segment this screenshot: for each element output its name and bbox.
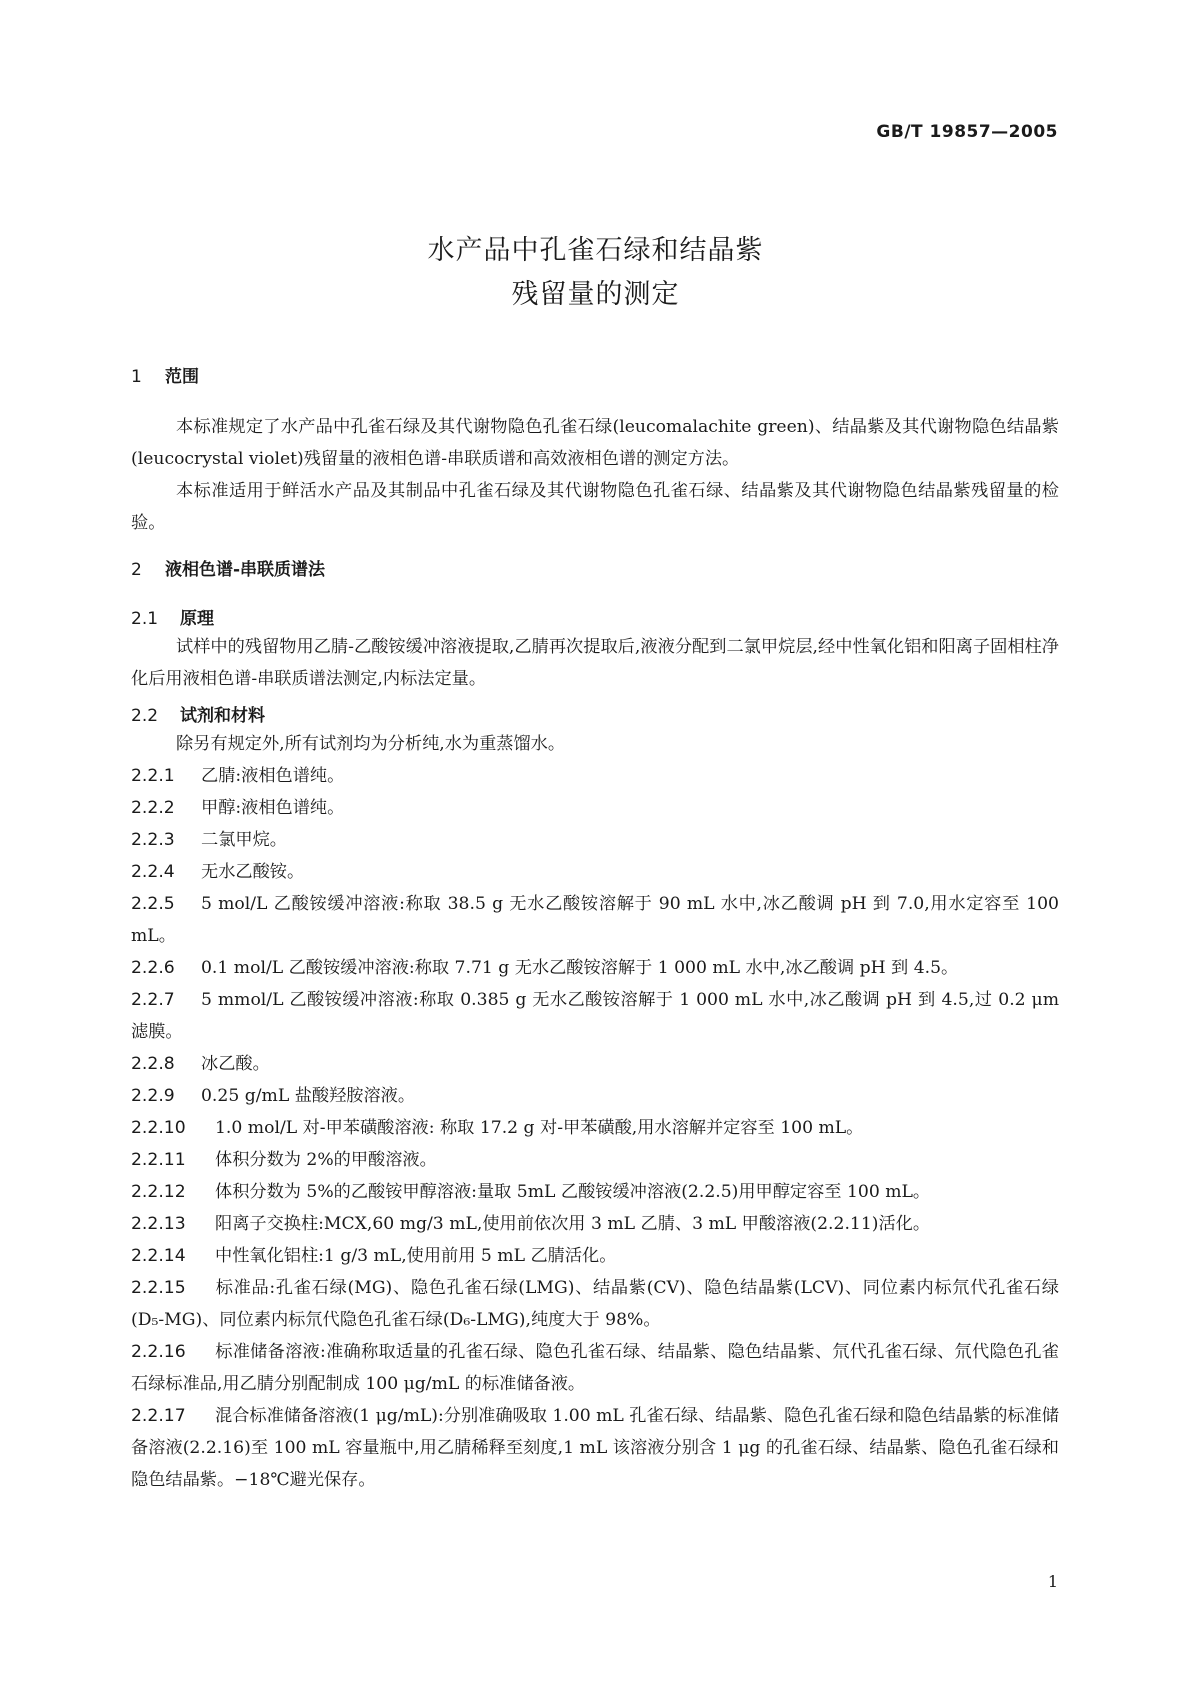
list-item xyxy=(131,760,1059,792)
section-number: 2.1 xyxy=(131,609,159,629)
section-title: 液相色谱-串联质谱法 xyxy=(165,560,326,580)
item-text: 5 mol/L 乙酸铵缓冲溶液:称取 38.5 g 无水乙酸铵溶解于 90 mL 水中,冰乙酸调 pH 到 7.0,用水定容至 100 mL。 xyxy=(131,894,1059,946)
list-item xyxy=(131,1400,1059,1496)
item-number: 2.2.6 xyxy=(131,958,175,978)
item-text: 标准储备溶液:准确称取适量的孔雀石绿、隐色孔雀石绿、结晶紫、隐色结晶紫、氘代孔雀石绿、氘代隐色孔雀石绿标准品,用乙腈分别配制成 100 μg/mL 的标准储备液。 xyxy=(131,1342,1059,1394)
list-item xyxy=(131,1112,1059,1144)
list-item xyxy=(131,1272,1059,1336)
page-number: 1 xyxy=(1047,1572,1058,1591)
section-2-1-heading xyxy=(131,604,1059,629)
list-item xyxy=(131,1048,1059,1080)
section-1-heading xyxy=(131,362,1059,387)
paragraph: 试样中的残留物用乙腈-乙酸铵缓冲溶液提取,乙腈再次提取后,液液分配到二氯甲烷层,经中性氧化铝和阳离子固相柱净化后用液相色谱-串联质谱法测定,内标法定量。 xyxy=(131,637,1059,689)
section-title: 范围 xyxy=(165,367,199,387)
item-text: 0.25 g/mL 盐酸羟胺溶液。 xyxy=(201,1086,416,1106)
item-text: 甲醇:液相色谱纯。 xyxy=(201,798,345,818)
document-title-line1: 水产品中孔雀石绿和结晶紫 xyxy=(427,235,764,266)
item-number: 2.2.4 xyxy=(131,862,175,882)
section-number: 2.2 xyxy=(131,706,159,726)
list-item xyxy=(131,856,1059,888)
list-item xyxy=(131,824,1059,856)
item-number: 2.2.9 xyxy=(131,1086,175,1106)
section-number: 2 xyxy=(131,560,142,580)
item-text: 体积分数为 2%的甲酸溶液。 xyxy=(215,1150,437,1170)
list-item xyxy=(131,1080,1059,1112)
item-number: 2.2.5 xyxy=(131,894,175,914)
item-number: 2.2.8 xyxy=(131,1054,175,1074)
item-text: 中性氧化铝柱:1 g/3 mL,使用前用 5 mL 乙腈活化。 xyxy=(215,1246,617,1266)
list-item xyxy=(131,792,1059,824)
item-number: 2.2.10 xyxy=(131,1118,186,1138)
item-number: 2.2.17 xyxy=(131,1406,186,1426)
section-2-2-heading xyxy=(131,701,1059,726)
item-number: 2.2.15 xyxy=(131,1278,186,1298)
list-item xyxy=(131,952,1059,984)
document-title-line2: 残留量的测定 xyxy=(511,279,680,310)
item-number: 2.2.12 xyxy=(131,1182,186,1202)
list-item xyxy=(131,1176,1059,1208)
item-number: 2.2.2 xyxy=(131,798,175,818)
item-number: 2.2.3 xyxy=(131,830,175,850)
item-text: 0.1 mol/L 乙酸铵缓冲溶液:称取 7.71 g 无水乙酸铵溶解于 1 000 mL 水中,冰乙酸调 pH 到 4.5。 xyxy=(201,958,959,978)
item-text: 冰乙酸。 xyxy=(201,1054,270,1074)
list-item xyxy=(131,888,1059,952)
paragraph: 本标准适用于鲜活水产品及其制品中孔雀石绿及其代谢物隐色孔雀石绿、结晶紫及其代谢物隐色结晶紫残留量的检验。 xyxy=(131,481,1059,533)
item-text: 阳离子交换柱:MCX,60 mg/3 mL,使用前依次用 3 mL 乙腈、3 mL 甲酸溶液(2.2.11)活化。 xyxy=(215,1214,931,1234)
list-item xyxy=(131,1208,1059,1240)
reagent-list xyxy=(131,760,1059,1496)
document-body xyxy=(131,362,1059,1496)
list-item xyxy=(131,1240,1059,1272)
item-number: 2.2.1 xyxy=(131,766,175,786)
list-item xyxy=(131,1144,1059,1176)
item-number: 2.2.7 xyxy=(131,990,175,1010)
item-text: 5 mmol/L 乙酸铵缓冲溶液:称取 0.385 g 无水乙酸铵溶解于 1 000 mL 水中,冰乙酸调 pH 到 4.5,过 0.2 μm 滤膜。 xyxy=(131,990,1059,1042)
item-text: 无水乙酸铵。 xyxy=(201,862,305,882)
list-item xyxy=(131,1336,1059,1400)
item-text: 1.0 mol/L 对-甲苯磺酸溶液: 称取 17.2 g 对-甲苯磺酸,用水溶解并定容至 100 mL。 xyxy=(215,1118,864,1138)
paragraph: 除另有规定外,所有试剂均为分析纯,水为重蒸馏水。 xyxy=(176,734,566,754)
item-number: 2.2.14 xyxy=(131,1246,186,1266)
section-title: 试剂和材料 xyxy=(180,706,265,726)
paragraph: 本标准规定了水产品中孔雀石绿及其代谢物隐色孔雀石绿(leucomalachite green)、结晶紫及其代谢物隐色结晶紫(leucocrystal violet)残留量的液相色谱-串联质谱和高效液相色谱的测定方法。 xyxy=(131,417,1059,469)
list-item xyxy=(131,984,1059,1048)
item-number: 2.2.16 xyxy=(131,1342,186,1362)
section-number: 1 xyxy=(131,367,142,387)
item-text: 标准品:孔雀石绿(MG)、隐色孔雀石绿(LMG)、结晶紫(CV)、隐色结晶紫(LCV)、同位素内标氘代孔雀石绿(D₅-MG)、同位素内标氘代隐色孔雀石绿(D₆-LMG),纯度大于 98%。 xyxy=(131,1278,1059,1330)
section-2-heading xyxy=(131,555,1059,580)
standard-code: GB/T 19857—2005 xyxy=(876,122,1058,142)
item-text: 混合标准储备溶液(1 μg/mL):分别准确吸取 1.00 mL 孔雀石绿、结晶紫、隐色孔雀石绿和隐色结晶紫的标准储备溶液(2.2.16)至 100 mL 容量瓶中,用乙腈稀释至刻度,1 mL 该溶液分别含 1 μg 的孔雀石绿、结晶紫、隐色孔雀石绿和隐色结晶紫。−18℃避光保存。 xyxy=(131,1406,1059,1490)
item-text: 体积分数为 5%的乙酸铵甲醇溶液:量取 5mL 乙酸铵缓冲溶液(2.2.5)用甲醇定容至 100 mL。 xyxy=(215,1182,931,1202)
item-number: 2.2.11 xyxy=(131,1150,186,1170)
section-title: 原理 xyxy=(180,609,214,629)
item-text: 乙腈:液相色谱纯。 xyxy=(201,766,345,786)
item-text: 二氯甲烷。 xyxy=(201,830,287,850)
item-number: 2.2.13 xyxy=(131,1214,186,1234)
